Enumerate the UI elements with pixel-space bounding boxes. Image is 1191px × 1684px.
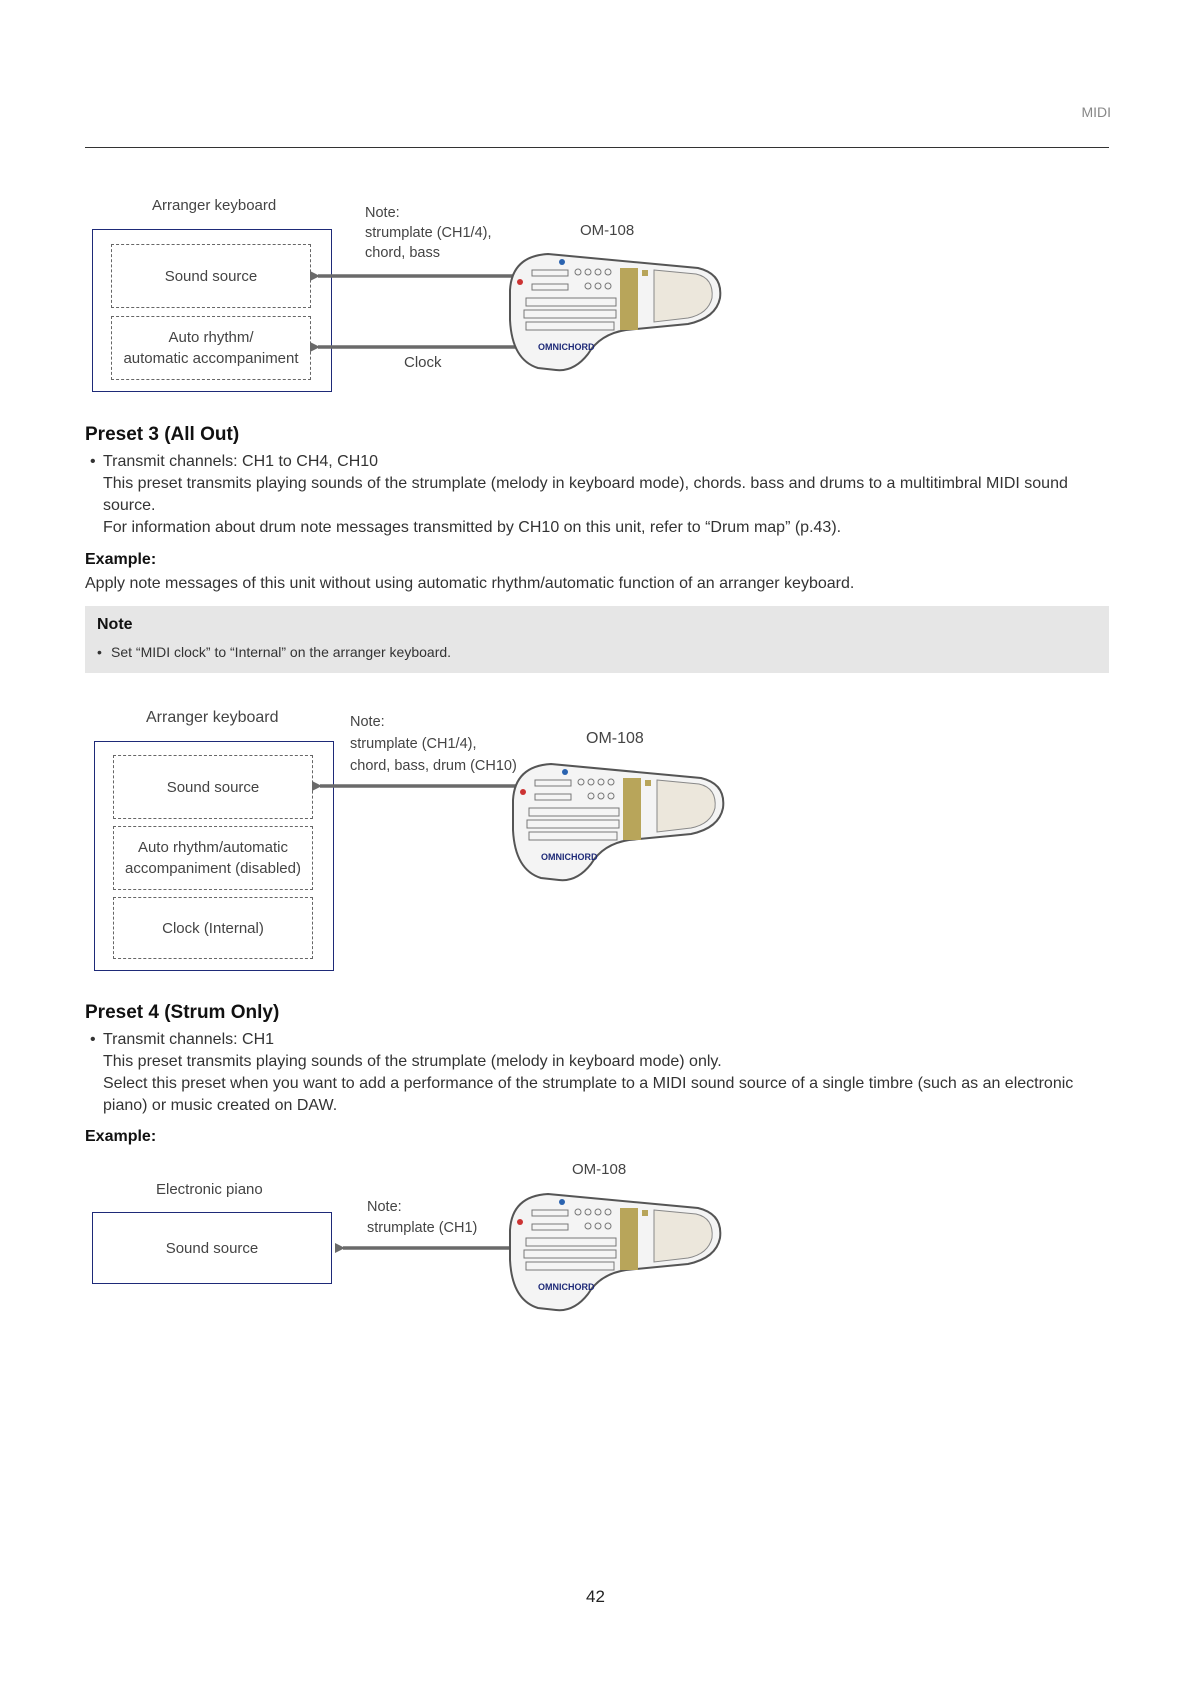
diagram1-sound-source-label: Sound source (164, 267, 258, 285)
note-item: • Set “MIDI clock” to “Internal” on the arranger keyboard. (97, 644, 451, 660)
preset3-line: This preset transmits playing sounds of the strumplate (melody in keyboard mode), chords. bass and drums to a multitimbral MIDI sound source. (103, 475, 1068, 514)
diagram2-note-line: Note: (350, 714, 385, 730)
device-logo-text: OMNICHORD (538, 342, 595, 352)
preset4-example-label: Example: (85, 1128, 157, 1145)
diagram1-clock-label: Clock (404, 354, 442, 371)
page-number: 42 (586, 1587, 605, 1606)
diagram2-note-line: strumplate (CH1/4), (350, 736, 477, 752)
diagram2-auto-line1: Auto rhythm/automatic (137, 839, 289, 856)
preset4-line: Select this preset when you want to add a performance of the strumplate to a MIDI sound source of a single timbre (such as an electronic piano) or music created on DAW. (103, 1075, 1074, 1114)
diagram1-note-line: strumplate (CH1/4), (365, 225, 492, 241)
diagram2-auto-line2: accompaniment (disabled) (125, 860, 301, 877)
device-logo-text: OMNICHORD (541, 852, 598, 862)
om-108-device-illustration (508, 1190, 726, 1312)
diagram2-clock-label: Clock (Internal) (162, 919, 264, 937)
diagram3-sound-source-label: Sound source (165, 1239, 259, 1257)
note-title: Note (97, 616, 133, 633)
diagram2-sound-source-label: Sound source (166, 778, 260, 796)
diagram2-note-line: chord, bass, drum (CH10) (350, 758, 517, 774)
preset3-line: For information about drum note messages transmitted by CH10 on this unit, refer to “Drum map” (p.43). (103, 519, 842, 536)
preset4-bullet: • Transmit channels: CH1 (85, 1029, 1110, 1051)
diagram2-device-label: Arranger keyboard (146, 709, 279, 726)
diagram2-unit-label: OM-108 (586, 730, 644, 747)
preset3-example-label: Example: (85, 551, 157, 568)
diagram3-note-line: strumplate (CH1) (367, 1220, 478, 1236)
device-logo-text: OMNICHORD (538, 1282, 595, 1292)
diagram1-device-label: Arranger keyboard (152, 197, 277, 214)
diagram1-auto-line1: Auto rhythm/ (168, 329, 254, 346)
diagram3-unit-label: OM-108 (572, 1161, 627, 1178)
diagram1-unit-label: OM-108 (580, 222, 635, 239)
preset3-bullet: • Transmit channels: CH1 to CH4, CH10 (85, 451, 1110, 473)
running-head: MIDI (1081, 104, 1111, 120)
diagram3-device-label: Electronic piano (156, 1181, 263, 1198)
preset3-title: Preset 3 (All Out) (85, 424, 240, 445)
preset3-example-text: Apply note messages of this unit without using automatic rhythm/automatic function of an arranger keyboard. (85, 575, 855, 592)
diagram1-note-line: chord, bass (365, 245, 440, 261)
preset4-title: Preset 4 (Strum Only) (85, 1002, 280, 1023)
diagram1-auto-line2: automatic accompaniment (123, 350, 299, 367)
preset4-line: This preset transmits playing sounds of the strumplate (melody in keyboard mode) only. (103, 1053, 722, 1070)
diagram3-note-line: Note: (367, 1199, 402, 1215)
diagram1-note-line: Note: (365, 205, 400, 221)
